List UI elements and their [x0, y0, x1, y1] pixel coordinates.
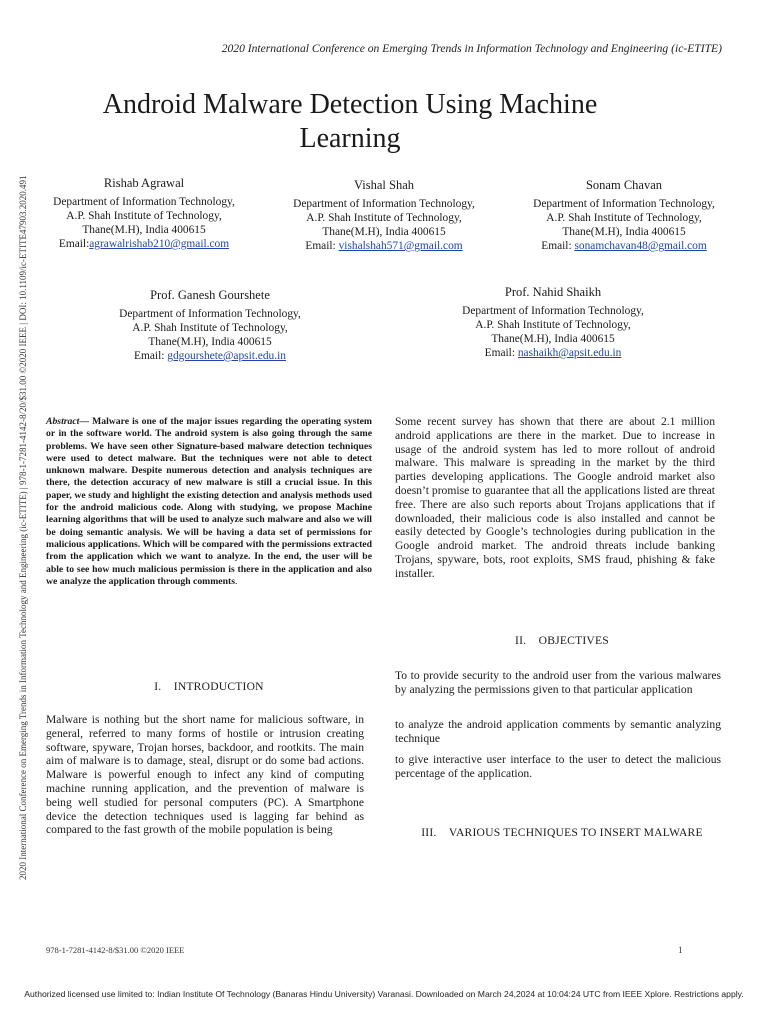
author-name: Sonam Chavan: [585, 178, 663, 192]
email-prefix: Email:: [134, 350, 168, 362]
author-addr: Thane(M.H), India 400615: [148, 336, 272, 348]
author-block: [46, 176, 242, 251]
abstract-lead: Abstract—: [46, 416, 90, 427]
side-doi-text: 2020 International Conference on Emerging Trends in Information Technology and Engineering (ic-ETITE) | 978-1-7281-4142-8/20/$31.00 ©2020 IEEE | DOI: 10.1109/ic-ETITE47903.2020.491: [18, 175, 28, 880]
abstract: [46, 416, 372, 588]
author-name: Prof. Nahid Shaikh: [504, 285, 602, 299]
paper-title: Android Malware Detection Using Machine Learning: [102, 89, 598, 154]
author-addr: Thane(M.H), India 400615: [562, 226, 686, 238]
right-intro-text: Some recent survey has shown that there are about 2.1 million android applications are there in the market. Due to increase in usage of the android system has led to more rollout of android malware. This malware is spreading in the market by the third parties developing applications. The Google android market also doesn’t promise to guarantee that all the applications listed are threat free. There are also such reports about Trojans applications that if downloaded, their malicious code is also installed and cannot be easily detected by Google’s technologies during publication in the Google android market. The android threats include banking Trojans, spyware, bots, root exploits, SMS fraud, phishing & fake installer.: [395, 415, 715, 580]
author-dept: Department of Information Technology,: [53, 196, 235, 208]
author-email-link[interactable]: gdgourshete@apsit.edu.in: [167, 350, 286, 362]
author-block: [438, 285, 668, 360]
author-block: [102, 288, 318, 363]
author-inst: A.P. Shah Institute of Technology,: [546, 212, 702, 224]
section-heading-introduction: I. INTRODUCTION: [154, 680, 264, 693]
author-addr: Thane(M.H), India 400615: [322, 226, 446, 238]
email-prefix: Email:: [58, 238, 90, 250]
author-inst: A.P. Shah Institute of Technology,: [66, 210, 222, 222]
footer-isbn: 978-1-7281-4142-8/$31.00 ©2020 IEEE: [46, 945, 185, 955]
author-email-link[interactable]: nashaikh@apsit.edu.in: [517, 347, 622, 359]
author-inst: A.P. Shah Institute of Technology,: [306, 212, 462, 224]
author-email-line: [46, 237, 242, 251]
author-email-link[interactable]: agrawalrishab210@gmail.com: [89, 238, 230, 250]
author-name: Prof. Ganesh Gourshete: [150, 288, 270, 302]
author-email-line: [438, 346, 668, 360]
author-dept: Department of Information Technology,: [533, 198, 715, 210]
author-inst: A.P. Shah Institute of Technology,: [132, 322, 288, 334]
conference-header: 2020 International Conference on Emerging Trends in Information Technology and Engineering (ic-ETITE): [221, 42, 722, 55]
section-heading-objectives: II. OBJECTIVES: [515, 634, 609, 647]
author-dept: Department of Information Technology,: [119, 308, 301, 320]
email-prefix: Email:: [541, 240, 575, 252]
objective-item: to analyze the android application comments by semantic analyzing technique: [395, 718, 721, 745]
author-block: [284, 178, 484, 253]
license-notice: Authorized licensed use limited to: Indian Institute Of Technology (Banaras Hindu University) Varanasi. Downloaded on March 24,2024 at 10:04:24 UTC from IEEE Xplore. Restrictions apply.: [24, 989, 744, 999]
author-block: [526, 178, 722, 253]
author-email-link[interactable]: sonamchavan48@gmail.com: [574, 240, 707, 252]
email-prefix: Email:: [484, 347, 518, 359]
author-dept: Department of Information Technology,: [462, 305, 644, 317]
author-email-line: [284, 239, 484, 253]
author-addr: Thane(M.H), India 400615: [491, 333, 615, 345]
abstract-body: Malware is one of the major issues regarding the operating system or in the software world. The android system is also going through the same problems. We have seen other Signature-based malware detection techniques were used to detect malware. But the techniques were not able to detect unknown malware. Despite numerous detection and analysis techniques are there, the detection accuracy of new malware is still a crucial issue. In this paper, we study and highlight the existing detection and analysis methods used for the android malicious code. Along with studying, we propose Machine learning algorithms that will be used to analyze such malware and also we will be doing semantic analysis. We will be having a data set of permissions for malicious applications. Which will be compared with the permissions extracted from the application which we want to analyze. In the end, the user will be able to see how much malicious permission is there in the application and also we analyze the application through comments: [46, 416, 372, 587]
introduction-text: Malware is nothing but the short name for malicious software, in general, referred to many forms of hostile or intrusion creating software, spyware, Trojan horses, backdoor, and rootkits. The main aim of malware is to damage, steal, disrupt or do some bad actions. Malware is powerful enough to infect any kind of computing machine running application, and the prevention of malware is being well studied for personal computers (PC). A Smartphone device the detection techniques used is lagging far behind as compared to the fast growth of the mobile population is being: [46, 713, 364, 837]
author-email-line: [102, 349, 318, 363]
author-email-line: [526, 239, 722, 253]
author-name: Rishab Agrawal: [103, 176, 185, 190]
abstract-tail: .: [235, 575, 238, 587]
author-addr: Thane(M.H), India 400615: [82, 224, 206, 236]
author-email-link[interactable]: vishalshah571@gmail.com: [338, 240, 463, 252]
objective-item: To to provide security to the android user from the various malwares by analyzing the permissions given to that particular application: [395, 669, 721, 696]
author-inst: A.P. Shah Institute of Technology,: [475, 319, 631, 331]
objective-item: to give interactive user interface to the user to detect the malicious percentage of the application.: [395, 753, 721, 780]
author-dept: Department of Information Technology,: [293, 198, 475, 210]
page-number: 1: [678, 945, 683, 955]
section-heading-techniques: III. VARIOUS TECHNIQUES TO INSERT MALWARE: [421, 826, 703, 839]
author-name: Vishal Shah: [353, 178, 414, 192]
email-prefix: Email:: [305, 240, 339, 252]
